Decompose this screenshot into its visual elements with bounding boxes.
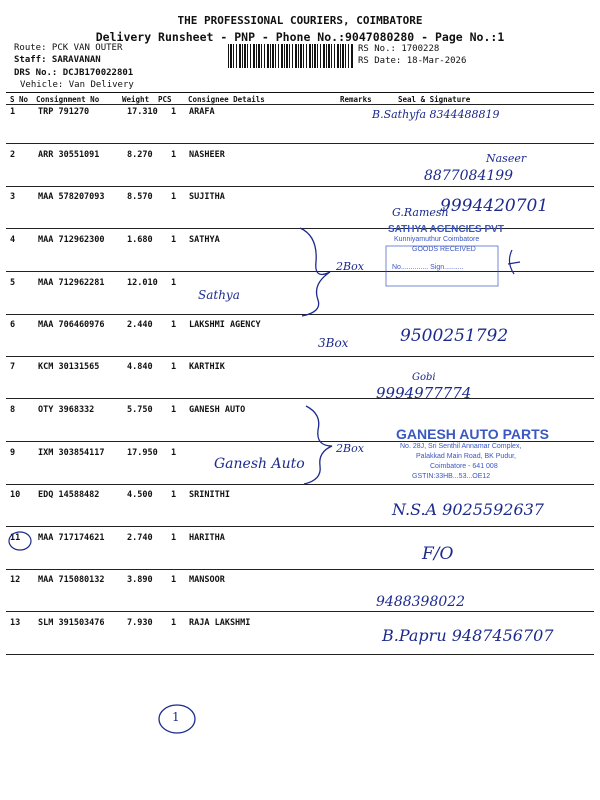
phone-r6: 9500251792	[400, 326, 509, 346]
cell-consignee: ARAFA	[189, 107, 215, 117]
signature-r10: N.S.A 9025592637	[392, 500, 544, 519]
phone-r2: 8877084199	[424, 168, 514, 184]
cell-weight: 12.010	[127, 278, 158, 288]
cell-consignment: MAA 712962281	[38, 278, 105, 288]
stamp-text: No.............. Sign..........	[392, 264, 464, 271]
signature-r3: G.Ramesh	[392, 206, 449, 219]
cell-consignment: TRP 791270	[38, 107, 90, 117]
cell-weight: 8.270	[127, 150, 153, 160]
cell-pcs: 1	[171, 362, 177, 372]
cell-sno: 10	[10, 490, 21, 500]
cell-sno: 11	[10, 533, 21, 543]
signature-r11: F/O	[422, 544, 454, 564]
cell-consignment: MAA 706460976	[38, 320, 105, 330]
cell-consignee: RAJA LAKSHMI	[189, 618, 251, 628]
remark-2box-a: 2Box	[336, 260, 364, 273]
cell-consignment: MAA 578207093	[38, 192, 105, 202]
cell-sno: 8	[10, 405, 16, 415]
consignee-hand-r9: Ganesh Auto	[214, 456, 305, 472]
cell-sno: 2	[10, 150, 16, 160]
stamp-text: No. 28J, Sri Senthil Annamar Complex,	[400, 443, 522, 450]
cell-pcs: 1	[171, 448, 177, 458]
cell-sno: 6	[10, 320, 16, 330]
cell-consignment: MAA 715080132	[38, 575, 105, 585]
stamp-text: GOODS RECEIVED	[412, 246, 476, 253]
cell-weight: 8.570	[127, 192, 153, 202]
cell-consignee: HARITHA	[189, 533, 225, 543]
cell-pcs: 1	[171, 405, 177, 415]
signature-r1: B.Sathyfa 8344488819	[372, 108, 500, 121]
remark-2box-b: 2Box	[336, 442, 364, 455]
cell-consignment: IXM 303854117	[38, 448, 105, 458]
cell-consignment: OTY 3968332	[38, 405, 95, 415]
cell-consignee: KARTHIK	[189, 362, 225, 372]
cell-consignment: MAA 717174621	[38, 533, 105, 543]
cell-weight: 4.500	[127, 490, 153, 500]
cell-consignee: SATHYA	[189, 235, 220, 245]
cell-consignment: ARR 30551091	[38, 150, 100, 160]
cell-sno: 4	[10, 235, 16, 245]
cell-consignment: EDQ 14588482	[38, 490, 100, 500]
rs-date-label: RS Date: 18-Mar-2026	[358, 56, 467, 66]
cell-pcs: 1	[171, 235, 177, 245]
stamp-text: GANESH AUTO PARTS	[396, 426, 549, 442]
cell-consignee: MANSOOR	[189, 575, 225, 585]
col-weight: Weight	[122, 95, 150, 104]
cell-pcs: 1	[171, 278, 177, 288]
cell-consignment: SLM 391503476	[38, 618, 105, 628]
cell-consignee: LAKSHMI AGENCY	[189, 320, 261, 330]
page-number-circle: 1	[172, 710, 180, 724]
cell-weight: 1.680	[127, 235, 153, 245]
vehicle-label: Vehicle: Van Delivery	[20, 80, 134, 90]
rs-no-label: RS No.: 1700228	[358, 44, 440, 54]
cell-consignee: GANESH AUTO	[189, 405, 246, 415]
phone-r12: 9488398022	[376, 594, 466, 610]
cell-weight: 2.440	[127, 320, 153, 330]
stamp-text: Coimbatore - 641 008	[430, 463, 498, 470]
cell-consignee: NASHEER	[189, 150, 225, 160]
cell-consignment: KCM 30131565	[38, 362, 100, 372]
cell-weight: 17.310	[127, 107, 158, 117]
remark-3box: 3Box	[318, 336, 349, 350]
stamp-text: SATHYA AGENCIES PVT	[388, 224, 504, 235]
cell-pcs: 1	[171, 575, 177, 585]
cell-consignee: SUJITHA	[189, 192, 225, 202]
col-sno: S No	[10, 95, 29, 104]
cell-weight: 3.890	[127, 575, 153, 585]
cell-sno: 5	[10, 278, 16, 288]
cell-pcs: 1	[171, 533, 177, 543]
stamp-text: GSTIN:33HB...53...OE12	[412, 473, 491, 480]
cell-weight: 17.950	[127, 448, 158, 458]
route-label: Route: PCK VAN OUTER	[14, 43, 123, 53]
cell-weight: 4.840	[127, 362, 153, 372]
cell-pcs: 1	[171, 192, 177, 202]
signature-r7: Gobi	[412, 372, 436, 383]
cell-pcs: 1	[171, 618, 177, 628]
signature-r13: B.Papru 9487456707	[382, 626, 554, 645]
col-consignment: Consignment No	[36, 95, 100, 104]
cell-sno: 1	[10, 107, 16, 117]
col-seal: Seal & Signature	[398, 95, 471, 104]
drs-label: DRS No.: DCJB170022801	[14, 68, 134, 78]
stamp-text: Kunniyamuthur Coimbatore	[394, 236, 480, 243]
cell-sno: 13	[10, 618, 21, 628]
col-consignee: Consignee Details	[188, 95, 265, 104]
cell-consignee: SRINITHI	[189, 490, 230, 500]
phone-r7: 9994977774	[376, 384, 472, 402]
cell-weight: 2.740	[127, 533, 153, 543]
cell-pcs: 1	[171, 107, 177, 117]
cell-sno: 3	[10, 192, 16, 202]
cell-pcs: 1	[171, 320, 177, 330]
runsheet-title: Delivery Runsheet - PNP - Phone No.:9047080280 - Page No.:1	[95, 30, 505, 44]
consignee-hand-r5: Sathya	[198, 288, 240, 302]
cell-pcs: 1	[171, 490, 177, 500]
cell-weight: 5.750	[127, 405, 153, 415]
col-remarks: Remarks	[340, 95, 372, 104]
company-title: THE PROFESSIONAL COURIERS, COIMBATORE	[177, 14, 423, 27]
cell-sno: 7	[10, 362, 16, 372]
cell-weight: 7.930	[127, 618, 153, 628]
cell-pcs: 1	[171, 150, 177, 160]
signature-r2: Naseer	[486, 152, 527, 165]
stamp-text: Palakkad Main Road, BK Pudur,	[416, 453, 517, 460]
col-pcs: PCS	[158, 95, 172, 104]
staff-label: Staff: SARAVANAN	[14, 55, 101, 65]
cell-sno: 9	[10, 448, 16, 458]
cell-consignment: MAA 712962300	[38, 235, 105, 245]
cell-sno: 12	[10, 575, 21, 585]
phone-r3: 9994420701	[440, 196, 549, 216]
